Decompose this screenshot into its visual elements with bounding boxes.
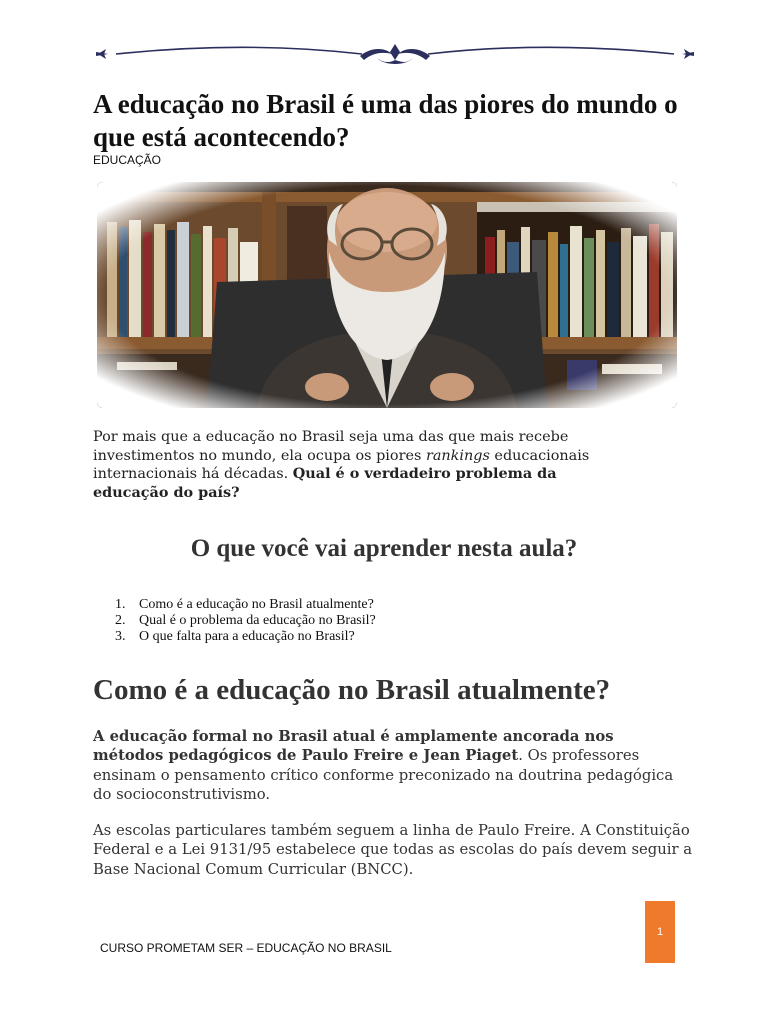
list-item-number: 2.	[115, 613, 126, 628]
list-item-number: 1.	[115, 597, 126, 612]
intro-paragraph	[93, 428, 633, 502]
page-number: 1	[656, 926, 664, 938]
list-item	[108, 613, 376, 629]
article-photo	[97, 182, 677, 408]
intro-text-mid: educacionais internacionais há décadas.	[93, 447, 590, 482]
list-item-text: Como é a educação no Brasil atualmente?	[139, 597, 374, 612]
category-label: EDUCAÇÃO	[93, 153, 162, 167]
lesson-list	[108, 597, 376, 645]
lesson-heading: O que você vai aprender nesta aula?	[190, 535, 578, 562]
paragraph-bold-lead: A educação formal no Brasil atual é amplamente ancorada nos métodos pedagógicos de Paulo Freire e Jean Piaget	[93, 728, 614, 765]
section-paragraph-2: As escolas particulares também seguem a linha de Paulo Freire. A Constituição Federal e a Lei 9131/95 estabelece que todas as escolas do país devem seguir a Base Nacional Comum Curricular (BNCC).	[93, 822, 693, 878]
footer-text: CURSO PROMETAM SER – EDUCAÇÃO NO BRASIL	[100, 941, 392, 955]
intro-italic-word: rankings	[425, 447, 490, 464]
header-ornament	[92, 40, 698, 68]
list-item	[108, 629, 376, 645]
list-item-number: 3.	[115, 629, 126, 644]
list-item-text: Qual é o problema da educação no Brasil?	[139, 613, 376, 628]
paragraph-rest: . Os professores ensinam o pensamento crítico conforme preconizado na doutrina pedagógica do socioconstrutivismo.	[93, 747, 674, 803]
intro-bold-question: Qual é o verdadeiro problema da educação do país?	[93, 465, 557, 501]
article-title: A educação no Brasil é uma das piores do mundo o que está acontecendo?	[93, 89, 678, 152]
intro-text-start: Por mais que a educação no Brasil seja uma das que mais recebe investimentos no mundo, ela ocupa os piores	[93, 429, 569, 464]
section-heading: Como é a educação no Brasil atualmente?	[93, 674, 611, 706]
section-paragraph-1	[93, 727, 683, 804]
list-item	[108, 597, 376, 613]
page-number-badge	[645, 901, 675, 963]
list-item-text: O que falta para a educação no Brasil?	[139, 629, 355, 644]
